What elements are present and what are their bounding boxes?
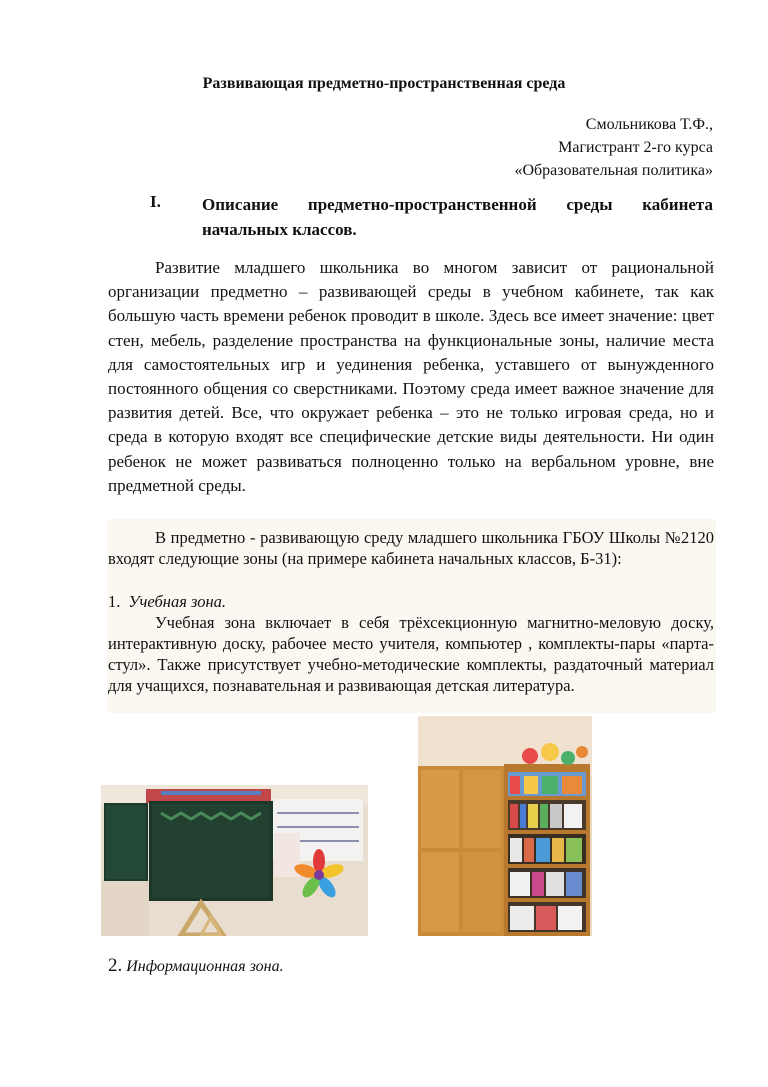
author-block xyxy=(514,113,713,182)
zone-label: Информационная зона. xyxy=(126,958,284,975)
zone-item-information xyxy=(108,955,284,977)
section-title: Описание предметно-пространственной среды кабинета начальных классов. xyxy=(202,195,713,239)
zone-number: 2. xyxy=(108,955,123,976)
page-title: Развивающая предметно-пространственная среда xyxy=(202,75,566,92)
zone-label: Учебная зона. xyxy=(128,592,227,611)
zone-number: 1. xyxy=(108,592,121,611)
section-number: I. xyxy=(150,192,161,211)
photo-classroom-board xyxy=(101,785,368,936)
zones-intro-paragraph: В предметно - развивающую среду младшего школьника ГБОУ Школы №2120 входят следующие зоны (на примере кабинета начальных классов, Б-31): xyxy=(108,528,714,568)
study-zone-paragraph: Учебная зона включает в себя трёхсекционную магнитно-меловую доску, интерактивную доску, рабочее место учителя, компьютер , комплекты-пары «парта-стул». Также присутствует учебно-методические комплекты, раздаточный материал для учащихся, познавательная и развивающая детская литература. xyxy=(108,613,714,695)
zone-item-study xyxy=(108,591,226,612)
photo-bookshelf xyxy=(418,716,592,936)
author-name: Смольникова Т.Ф., xyxy=(585,116,713,133)
author-program: «Образовательная политика» xyxy=(514,162,713,179)
intro-paragraph: Развитие младшего школьника во многом зависит от рациональной организации предметно – развивающей среды в учебном кабинете, так как большую часть времени ребенок проводит в школе. Здесь все имеет значение: цвет стен, мебель, разделение пространства на функциональные зоны, наличие места для самостоятельных игр и уединения ребенка, уставшего от вынужденного постоянного общения со сверстниками. Поэтому среда имеет важное значение для развития детей. Все, что окружает ребенка – это не только игровая среда, но и среда в которую входят все специфические детские виды деятельности. Ни один ребенок не может развиваться полноценно только на вербальном уровне, вне предметной среды. xyxy=(108,258,714,495)
board-photo-graphic xyxy=(101,785,368,936)
bookshelf-photo-graphic xyxy=(418,716,592,936)
author-degree: Магистрант 2-го курса xyxy=(558,139,713,156)
